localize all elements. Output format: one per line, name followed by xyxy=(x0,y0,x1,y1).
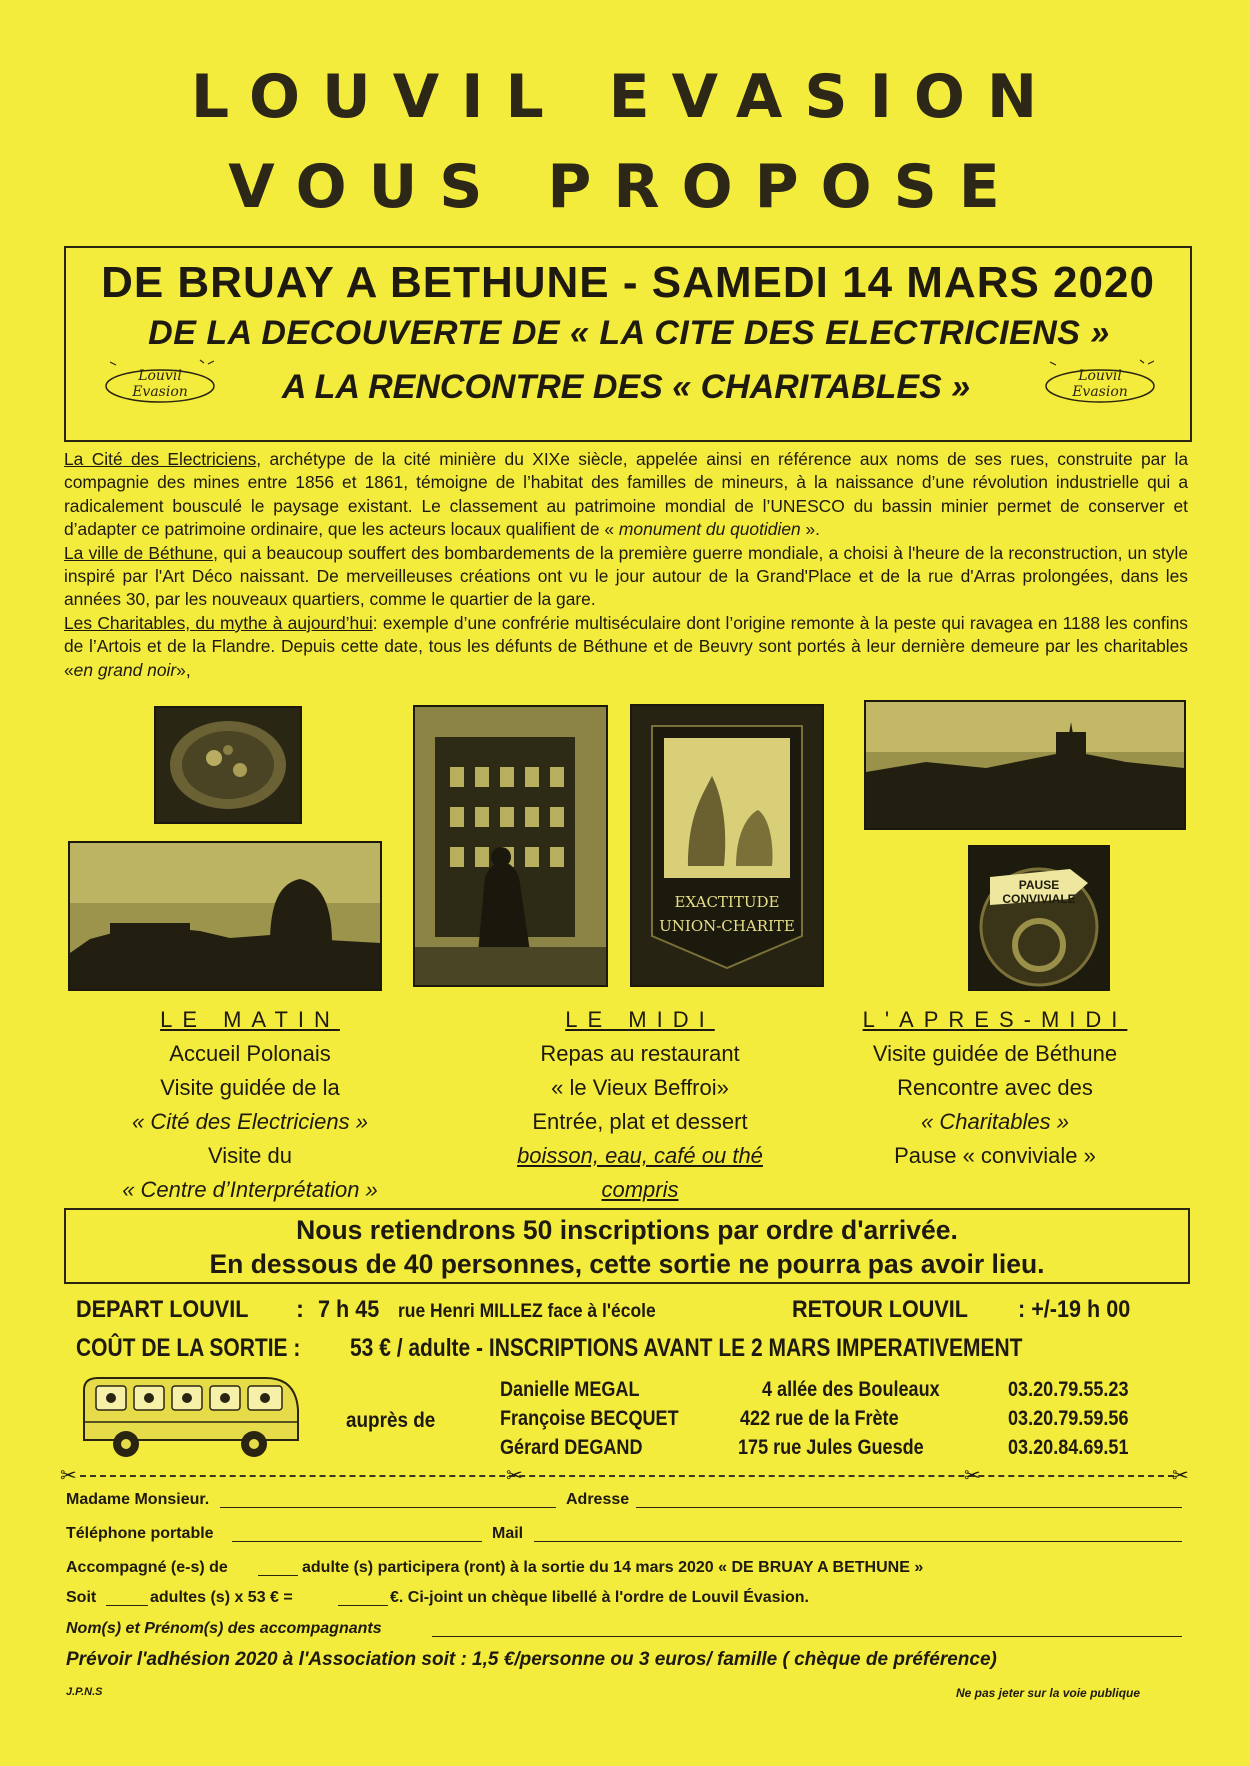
photo-charitables-banner xyxy=(630,704,824,987)
contact-phone: 03.20.84.69.51 xyxy=(1008,1436,1129,1459)
cut-line xyxy=(80,1475,1174,1477)
printer-credit: J.P.N.S xyxy=(66,1686,103,1698)
photo-cite-electriciens xyxy=(68,841,382,991)
afternoon-line: Visite guidée de Béthune xyxy=(872,1041,1118,1066)
paragraph-cite: La Cité des Electriciens, archétype de la cité minière du XIXe siècle, appelée ainsi en référence aux noms de ses rues, construite par la compagnie des mines entre 1856 et 1861, témoigne de l’habitat des familles de mineurs, à la naissance d’une révolution industrielle qui a radicalement bousculé le paysage existant. Le classement au patrimoine mondial de l’UNESCO du bassin minier permet de conserver et d’adapter ce patrimoine ordinaire, que les acteurs locaux qualifient de « monument du quotidien ». xyxy=(64,449,1189,540)
noon-line: Repas au restaurant xyxy=(540,1041,740,1066)
depart-place: rue Henri MILLEZ face à l'école xyxy=(398,1301,656,1322)
photo-miner-plate xyxy=(154,706,302,824)
depart-label: DEPART LOUVIL xyxy=(76,1296,249,1323)
contact-address: 175 rue Jules Guesde xyxy=(738,1436,924,1459)
svg-text:Evasion: Evasion xyxy=(132,384,188,400)
event-headline: DE BRUAY A BETHUNE - SAMEDI 14 MARS 2020 xyxy=(101,258,1155,307)
schedule-afternoon xyxy=(840,1003,1150,1173)
total-formula: adultes (s) x 53 € = xyxy=(150,1589,293,1606)
photo-bethune-panorama xyxy=(864,700,1186,830)
noon-line: « le Vieux Beffroi» xyxy=(551,1075,729,1100)
morning-line: « Centre d’Interprétation » xyxy=(122,1177,378,1202)
morning-heading: LE MATIN xyxy=(160,1007,340,1032)
contact-name: Françoise BECQUET xyxy=(500,1407,679,1430)
return-time: : +/-19 h 00 xyxy=(1018,1296,1131,1323)
morning-line: Accueil Polonais xyxy=(169,1041,331,1066)
mail-field[interactable] xyxy=(534,1525,1182,1542)
event-subline-2: A LA RENCONTRE DES « CHARITABLES » xyxy=(281,368,971,406)
notice-line-2: En dessous de 40 personnes, cette sortie ne pourra pas avoir lieu. xyxy=(209,1249,1045,1279)
morning-line: Visite du xyxy=(208,1143,292,1168)
scissors-icon: ✂ xyxy=(60,1465,77,1487)
contact-phone: 03.20.79.55.23 xyxy=(1008,1378,1129,1401)
name-label: Madame Monsieur. xyxy=(66,1491,210,1508)
depart-time: 7 h 45 xyxy=(318,1296,380,1323)
address-field[interactable] xyxy=(636,1491,1182,1508)
companions-field[interactable] xyxy=(432,1620,1182,1637)
morning-line: « Cité des Electriciens » xyxy=(132,1109,368,1134)
bus-illustration xyxy=(76,1370,302,1462)
paragraph-cite-lead: La Cité des Electriciens xyxy=(64,449,257,469)
afternoon-heading: L'APRES-MIDI xyxy=(862,1007,1128,1032)
noon-line: boisson, eau, café ou thé xyxy=(517,1143,763,1168)
companions-label: Nom(s) et Prénom(s) des accompagnants xyxy=(66,1620,382,1637)
contact-name: Gérard DEGAND xyxy=(500,1436,643,1459)
contact-name: Danielle MEGAL xyxy=(500,1378,640,1401)
phone-label: Téléphone portable xyxy=(66,1525,214,1542)
afternoon-line: Rencontre avec des xyxy=(897,1075,1093,1100)
contact-phone: 03.20.79.59.56 xyxy=(1008,1407,1129,1430)
club-logo-right xyxy=(1040,356,1162,412)
event-title-box xyxy=(64,246,1192,442)
paragraph-charitables-lead: Les Charitables, du mythe à aujourd’hui xyxy=(64,612,373,633)
total-label: Soit xyxy=(66,1589,97,1606)
litter-notice: Ne pas jeter sur la voie publique xyxy=(956,1686,1141,1700)
sign-line-1: PAUSE xyxy=(1018,878,1060,892)
contact-address: 422 rue de la Frète xyxy=(740,1407,899,1430)
total-amount-field[interactable] xyxy=(338,1589,388,1606)
paragraph-bethune: La ville de Béthune, qui a beaucoup souffert des bombardements de la première guerre mondiale, a choisi à l'heure de la reconstruction, un style inspiré par l'Art Déco naissant. De merveilleuses créations ont vu le jour autour de la Grand'Place et de la rue d'Arras prolongées, dans les années 30, par les nouveaux quartiers, comme le quartier de la gare. xyxy=(64,542,1188,610)
return-label: RETOUR LOUVIL xyxy=(792,1296,969,1323)
morning-line: Visite guidée de la xyxy=(160,1075,340,1100)
sign-line-2: CONVIVIALE xyxy=(1002,892,1076,906)
club-logo-left xyxy=(100,356,222,412)
photo-bethune-building xyxy=(413,705,608,987)
registration-notice xyxy=(64,1208,1190,1284)
paragraph-bethune-lead: La ville de Béthune xyxy=(64,542,214,563)
title-line-2: VOUS PROPOSE xyxy=(228,152,1022,222)
scissors-icon: ✂ xyxy=(1172,1465,1189,1487)
schedule-morning xyxy=(90,1003,410,1207)
phone-field[interactable] xyxy=(232,1525,482,1542)
svg-text:Louvil: Louvil xyxy=(1078,368,1122,384)
photo-pause-sign xyxy=(968,845,1110,991)
contacts-intro: auprès de xyxy=(346,1409,436,1432)
cost-value: 53 € / adulte - INSCRIPTIONS AVANT LE 2 MARS IMPERATIVEMENT xyxy=(350,1334,1023,1362)
afternoon-line: Pause « conviviale » xyxy=(894,1143,1096,1168)
contact-address: 4 allée des Bouleaux xyxy=(762,1378,940,1401)
cost-label: COÛT DE LA SORTIE : xyxy=(76,1334,301,1362)
banner-line-2: UNION-CHARITE xyxy=(659,917,795,935)
svg-text:Evasion: Evasion xyxy=(1072,384,1128,400)
description xyxy=(64,448,1188,682)
svg-text:Louvil: Louvil xyxy=(138,368,182,384)
address-label: Adresse xyxy=(566,1491,630,1508)
noon-line: Entrée, plat et dessert xyxy=(532,1109,748,1134)
notice-line-1: Nous retiendrons 50 inscriptions par ordre d'arrivée. xyxy=(296,1215,958,1245)
banner-line-1: EXACTITUDE xyxy=(674,893,780,911)
afternoon-line: « Charitables » xyxy=(921,1109,1069,1134)
name-field[interactable] xyxy=(220,1491,556,1508)
depart-separator: : xyxy=(296,1296,304,1323)
mail-label: Mail xyxy=(492,1525,524,1542)
event-subline-1: DE LA DECOUVERTE DE « LA CITE DES ELECTRICIENS » xyxy=(148,314,1110,352)
scissors-icon: ✂ xyxy=(964,1465,981,1487)
total-cheque-text: €. Ci-joint un chèque libellé à l'ordre de Louvil Évasion. xyxy=(390,1589,809,1606)
accompanied-count-field[interactable] xyxy=(258,1559,298,1576)
pause-sign-text xyxy=(994,878,1084,906)
membership-note: Prévoir l'adhésion 2020 à l'Association soit : 1,5 €/personne ou 3 euros/ famille ( chèque de préférence) xyxy=(66,1649,997,1670)
accompanied-text: adulte (s) participera (ront) à la sortie du 14 mars 2020 « DE BRUAY A BETHUNE » xyxy=(302,1559,924,1576)
paragraph-charitables: Les Charitables, du mythe à aujourd’hui: exemple d’une confrérie multiséculaire dont l’origine remonte à la peste qui ravagea en 1188 les confins de l’Artois et de la Flandre. Depuis cette date, tous les défunts de Béthune et de Beuvry sont portés à leur dernière demeure par les charitables «en grand noir», xyxy=(64,612,1188,680)
noon-heading: LE MIDI xyxy=(565,1007,715,1032)
accompanied-label: Accompagné (e-s) de xyxy=(66,1559,228,1576)
banner-inscription xyxy=(640,890,814,938)
adults-count-field[interactable] xyxy=(106,1589,148,1606)
noon-line: compris xyxy=(601,1177,679,1202)
schedule-noon xyxy=(460,1003,820,1207)
title-line-1: LOUVIL EVASION xyxy=(190,62,1060,132)
scissors-icon: ✂ xyxy=(506,1465,523,1487)
